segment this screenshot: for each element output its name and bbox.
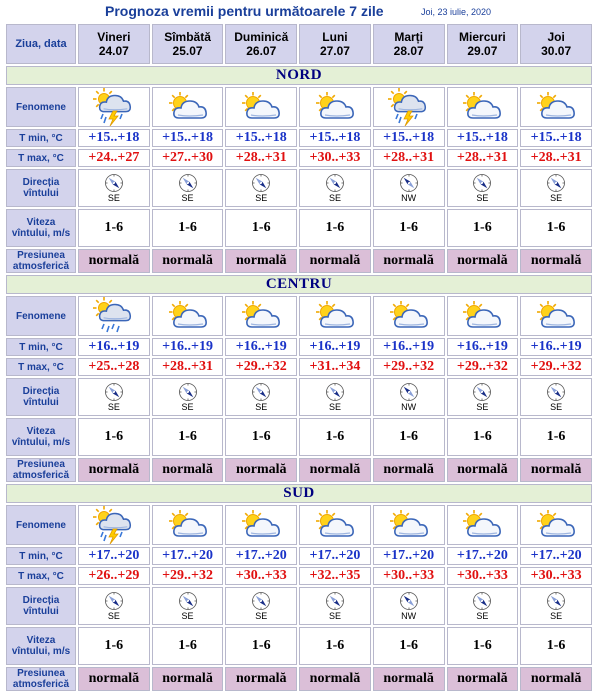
pressure-value: normală [447, 249, 519, 273]
partly-cloudy-icon [533, 506, 579, 544]
weather-cell [78, 505, 150, 545]
wind-direction-cell [520, 378, 592, 416]
tmax-value: +24..+27 [78, 149, 150, 167]
wind-direction-cell [225, 169, 297, 207]
weather-cell [447, 296, 519, 336]
wind-speed-value: 1-6 [520, 209, 592, 247]
weather-cell [373, 505, 445, 545]
wind-compass-icon [325, 382, 345, 402]
row-label-tmin: T min, °C [6, 547, 76, 565]
pressure-value: normală [152, 249, 224, 273]
weather-cell [520, 296, 592, 336]
wind-compass-icon [546, 382, 566, 402]
tmin-value: +17..+20 [373, 547, 445, 565]
pressure-value: normală [373, 458, 445, 482]
wind-direction-label: SE [476, 611, 489, 621]
tmax-value: +29..+32 [447, 358, 519, 376]
pressure-value: normală [520, 458, 592, 482]
storm-rain-icon [91, 88, 137, 126]
tmin-value: +15..+18 [520, 129, 592, 147]
wind-speed-value: 1-6 [225, 418, 297, 456]
row-label-pressure: Presiunea atmosferică [6, 667, 76, 691]
tmax-value: +29..+32 [225, 358, 297, 376]
row-label-wind-speed: Viteza vîntului, m/s [6, 209, 76, 247]
tmin-value: +16..+19 [299, 338, 371, 356]
day-date: 27.07 [319, 44, 350, 58]
wind-direction-label: SE [255, 611, 268, 621]
header-label: Ziua, data [6, 24, 76, 64]
wind-speed-value: 1-6 [373, 209, 445, 247]
wind-direction-label: SE [107, 193, 120, 203]
weather-cell [78, 296, 150, 336]
wind-speed-value: 1-6 [447, 627, 519, 665]
wind-direction-cell [299, 378, 371, 416]
row-label-wind-direction: Direcția vîntului [6, 587, 76, 625]
wind-compass-icon [104, 173, 124, 193]
weather-cell [520, 505, 592, 545]
pressure-value: normală [520, 667, 592, 691]
day-date: 26.07 [246, 44, 277, 58]
row-label-tmin: T min, °C [6, 338, 76, 356]
tmax-value: +30..+33 [299, 149, 371, 167]
partly-cloudy-icon [238, 506, 284, 544]
partly-cloudy-icon [459, 506, 505, 544]
wind-speed-value: 1-6 [299, 627, 371, 665]
weather-cell [225, 87, 297, 127]
partly-cloudy-icon [165, 506, 211, 544]
weather-cell [373, 87, 445, 127]
wind-direction-label: SE [107, 402, 120, 412]
wind-compass-icon [472, 591, 492, 611]
partly-cloudy-icon [312, 297, 358, 335]
pressure-value: normală [152, 458, 224, 482]
tmin-value: +16..+19 [152, 338, 224, 356]
tmax-value: +28..+31 [225, 149, 297, 167]
wind-direction-cell [520, 587, 592, 625]
row-label-wind-speed: Viteza vîntului, m/s [6, 418, 76, 456]
row-label-phenomena: Fenomene [6, 296, 76, 336]
page-header [0, 0, 600, 22]
tmax-value: +30..+33 [225, 567, 297, 585]
wind-direction-label: SE [550, 611, 563, 621]
wind-compass-icon [178, 591, 198, 611]
wind-direction-cell [299, 169, 371, 207]
wind-compass-icon [178, 173, 198, 193]
wind-compass-icon [178, 382, 198, 402]
wind-compass-icon [251, 173, 271, 193]
wind-speed-value: 1-6 [78, 627, 150, 665]
wind-speed-value: 1-6 [152, 209, 224, 247]
wind-direction-label: SE [328, 193, 341, 203]
tmin-value: +15..+18 [225, 129, 297, 147]
region-title: CENTRU [6, 275, 592, 294]
pressure-value: normală [447, 458, 519, 482]
tmax-value: +27..+30 [152, 149, 224, 167]
tmin-value: +16..+19 [78, 338, 150, 356]
tmin-value: +15..+18 [152, 129, 224, 147]
wind-direction-label: NW [401, 193, 417, 203]
wind-speed-value: 1-6 [225, 209, 297, 247]
partly-cloudy-icon [459, 297, 505, 335]
wind-compass-icon [399, 382, 419, 402]
tmin-value: +16..+19 [373, 338, 445, 356]
pressure-value: normală [299, 667, 371, 691]
pressure-value: normală [225, 458, 297, 482]
wind-compass-icon [546, 591, 566, 611]
wind-direction-cell [152, 169, 224, 207]
wind-speed-value: 1-6 [520, 627, 592, 665]
tmax-value: +25..+28 [78, 358, 150, 376]
cloud-rain-icon [91, 297, 137, 335]
weather-cell [152, 296, 224, 336]
pressure-value: normală [78, 667, 150, 691]
wind-direction-label: SE [328, 402, 341, 412]
wind-speed-value: 1-6 [520, 418, 592, 456]
tmin-value: +17..+20 [447, 547, 519, 565]
wind-direction-label: SE [181, 193, 194, 203]
row-label-pressure: Presiunea atmosferică [6, 458, 76, 482]
weather-cell [447, 87, 519, 127]
storm-rain-icon [91, 506, 137, 544]
wind-speed-value: 1-6 [152, 627, 224, 665]
forecast-table [4, 22, 594, 693]
weather-cell [152, 505, 224, 545]
tmax-value: +30..+33 [447, 567, 519, 585]
row-label-phenomena: Fenomene [6, 87, 76, 127]
pressure-value: normală [152, 667, 224, 691]
wind-direction-cell [225, 587, 297, 625]
tmin-value: +16..+19 [447, 338, 519, 356]
day-header [520, 24, 592, 64]
wind-direction-cell [447, 378, 519, 416]
wind-speed-value: 1-6 [373, 627, 445, 665]
day-date: 30.07 [541, 44, 572, 58]
tmin-value: +16..+19 [520, 338, 592, 356]
wind-compass-icon [104, 591, 124, 611]
storm-rain-icon [386, 88, 432, 126]
day-header [373, 24, 445, 64]
tmin-value: +15..+18 [78, 129, 150, 147]
row-label-phenomena: Fenomene [6, 505, 76, 545]
pressure-value: normală [299, 458, 371, 482]
row-label-tmin: T min, °C [6, 129, 76, 147]
pressure-value: normală [225, 667, 297, 691]
partly-cloudy-icon [386, 297, 432, 335]
wind-direction-cell [373, 378, 445, 416]
partly-cloudy-icon [533, 88, 579, 126]
wind-compass-icon [251, 591, 271, 611]
tmin-value: +16..+19 [225, 338, 297, 356]
tmax-value: +30..+33 [520, 567, 592, 585]
tmin-value: +15..+18 [373, 129, 445, 147]
wind-compass-icon [399, 591, 419, 611]
wind-direction-label: SE [255, 193, 268, 203]
partly-cloudy-icon [459, 88, 505, 126]
tmax-value: +29..+32 [152, 567, 224, 585]
wind-direction-cell [447, 169, 519, 207]
row-label-tmax: T max, °C [6, 567, 76, 585]
pressure-value: normală [225, 249, 297, 273]
tmax-value: +28..+31 [520, 149, 592, 167]
wind-direction-cell [447, 587, 519, 625]
partly-cloudy-icon [312, 88, 358, 126]
wind-direction-cell [78, 169, 150, 207]
tmin-value: +17..+20 [152, 547, 224, 565]
wind-compass-icon [399, 173, 419, 193]
wind-direction-label: SE [328, 611, 341, 621]
tmax-value: +30..+33 [373, 567, 445, 585]
day-name: Luni [322, 30, 348, 44]
region-title: SUD [6, 484, 592, 503]
wind-speed-value: 1-6 [299, 209, 371, 247]
tmax-value: +32..+35 [299, 567, 371, 585]
weather-cell [299, 296, 371, 336]
issue-date: Joi, 23 iulie, 2020 [421, 7, 492, 17]
wind-direction-cell [225, 378, 297, 416]
wind-compass-icon [546, 173, 566, 193]
partly-cloudy-icon [165, 297, 211, 335]
weather-cell [78, 87, 150, 127]
day-header [447, 24, 519, 64]
wind-direction-label: NW [401, 402, 417, 412]
wind-direction-cell [373, 587, 445, 625]
wind-speed-value: 1-6 [78, 418, 150, 456]
wind-compass-icon [251, 382, 271, 402]
weather-cell [373, 296, 445, 336]
wind-compass-icon [472, 173, 492, 193]
tmax-value: +29..+32 [520, 358, 592, 376]
wind-compass-icon [325, 591, 345, 611]
tmax-value: +26..+29 [78, 567, 150, 585]
row-label-tmax: T max, °C [6, 149, 76, 167]
tmin-value: +15..+18 [299, 129, 371, 147]
day-header [225, 24, 297, 64]
wind-speed-value: 1-6 [225, 627, 297, 665]
day-header [299, 24, 371, 64]
tmax-value: +31..+34 [299, 358, 371, 376]
weather-cell [520, 87, 592, 127]
wind-compass-icon [325, 173, 345, 193]
day-date: 25.07 [172, 44, 203, 58]
wind-speed-value: 1-6 [299, 418, 371, 456]
wind-direction-label: SE [550, 193, 563, 203]
pressure-value: normală [447, 667, 519, 691]
row-label-wind-direction: Direcția vîntului [6, 378, 76, 416]
pressure-value: normală [373, 667, 445, 691]
tmin-value: +17..+20 [520, 547, 592, 565]
wind-direction-cell [373, 169, 445, 207]
weather-cell [225, 505, 297, 545]
wind-speed-value: 1-6 [447, 209, 519, 247]
wind-direction-cell [78, 587, 150, 625]
wind-direction-label: SE [476, 193, 489, 203]
wind-direction-label: SE [107, 611, 120, 621]
wind-speed-value: 1-6 [447, 418, 519, 456]
weather-cell [447, 505, 519, 545]
wind-direction-cell [299, 587, 371, 625]
pressure-value: normală [373, 249, 445, 273]
region-title: NORD [6, 66, 592, 85]
day-name: Vineri [97, 30, 131, 44]
day-name: Duminică [234, 30, 289, 44]
wind-speed-value: 1-6 [152, 418, 224, 456]
partly-cloudy-icon [386, 506, 432, 544]
pressure-value: normală [520, 249, 592, 273]
tmin-value: +17..+20 [299, 547, 371, 565]
wind-compass-icon [104, 382, 124, 402]
wind-speed-value: 1-6 [78, 209, 150, 247]
partly-cloudy-icon [533, 297, 579, 335]
day-date: 24.07 [98, 44, 129, 58]
day-date: 28.07 [393, 44, 424, 58]
weather-cell [152, 87, 224, 127]
tmax-value: +29..+32 [373, 358, 445, 376]
wind-compass-icon [472, 382, 492, 402]
tmin-value: +17..+20 [78, 547, 150, 565]
wind-direction-cell [520, 169, 592, 207]
day-header [152, 24, 224, 64]
wind-direction-label: SE [181, 402, 194, 412]
partly-cloudy-icon [238, 297, 284, 335]
partly-cloudy-icon [238, 88, 284, 126]
weather-cell [299, 87, 371, 127]
tmin-value: +15..+18 [447, 129, 519, 147]
tmax-value: +28..+31 [152, 358, 224, 376]
day-date: 29.07 [467, 44, 498, 58]
partly-cloudy-icon [165, 88, 211, 126]
pressure-value: normală [78, 249, 150, 273]
page-title: Prognoza vremii pentru următoarele 7 zile [105, 3, 384, 19]
pressure-value: normală [78, 458, 150, 482]
day-name: Joi [547, 30, 565, 44]
wind-direction-label: SE [550, 402, 563, 412]
tmax-value: +28..+31 [373, 149, 445, 167]
weather-cell [299, 505, 371, 545]
pressure-value: normală [299, 249, 371, 273]
row-label-tmax: T max, °C [6, 358, 76, 376]
day-name: Sîmbătă [164, 30, 211, 44]
wind-direction-label: SE [181, 611, 194, 621]
wind-speed-value: 1-6 [373, 418, 445, 456]
day-header [78, 24, 150, 64]
wind-direction-label: SE [476, 402, 489, 412]
wind-direction-label: NW [401, 611, 417, 621]
wind-direction-cell [152, 587, 224, 625]
weather-cell [225, 296, 297, 336]
day-name: Miercuri [459, 30, 506, 44]
wind-direction-label: SE [255, 402, 268, 412]
row-label-wind-direction: Direcția vîntului [6, 169, 76, 207]
tmin-value: +17..+20 [225, 547, 297, 565]
row-label-pressure: Presiunea atmosferică [6, 249, 76, 273]
day-name: Marți [394, 30, 423, 44]
row-label-wind-speed: Viteza vîntului, m/s [6, 627, 76, 665]
partly-cloudy-icon [312, 506, 358, 544]
wind-direction-cell [78, 378, 150, 416]
wind-direction-cell [152, 378, 224, 416]
tmax-value: +28..+31 [447, 149, 519, 167]
